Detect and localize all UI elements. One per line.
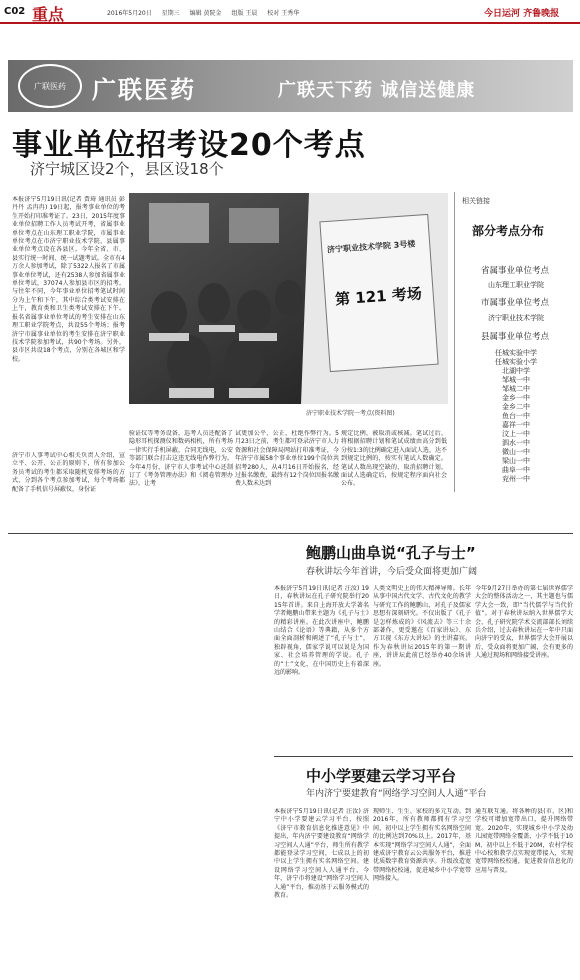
article2-column-2: 人类文明史上的伟大精神导师。长年从事中国古代文学、古代文化的教学与研究工作的鲍鹏山，对孔子及儒家思想有深刻研究。不仅出版了《孔子是怎样炼成的》《风流去》等三十余部著作，更受邀在《百家讲坛》、东方卫视《东方大讲坛》的主讲嘉宾。作为春秋讲坛2015年的第一期讲座，讲讲坛此前已经举办40余场讲座。 bbox=[373, 585, 471, 668]
article3-subheadline: 年内济宁要建教育“网络学习空间人人通”平台 bbox=[306, 789, 487, 799]
sidebar-item: 曲阜一中 bbox=[502, 466, 530, 474]
sidebar-item: 北湖中学 bbox=[502, 367, 530, 375]
ad-logo: 广联医药 bbox=[18, 64, 82, 108]
editor-credit: 编辑 黄院金 bbox=[189, 10, 222, 17]
article1-column-3: 验证仪等考务设备，巡考人员还配备了隐形耳机探测仪和数码相机，所有考场一律实行手机屏蔽，合同无线电，公安等部门联合打击这违无线电作弊行为。今年4月份，济宁市人事考试中心还制订了《考务管理办法》和《阅卷管理办法》，让考 bbox=[129, 430, 233, 488]
sidebar-item: 微山一中 bbox=[502, 448, 530, 456]
sidebar-item: 嘉祥一中 bbox=[502, 421, 530, 429]
ad-title: 广联医药 bbox=[92, 76, 196, 104]
article1-column-5: 规定比例，被取消或核减。笔试过后，将根据招聘计划和笔试成绩由高分到低分按1:3的比例确定进入面试人选，达不到规定比例的，按实有笔试人数确定。笔试人数出现空缺的，取消招聘计划，面试人选确定后，按规定程序面向社会公布。 bbox=[341, 430, 447, 488]
header-meta bbox=[107, 8, 307, 17]
article2-column-3: 今年9月27日举办的第七届世界儒学大会的整体活动之一，其主题也与儒学大会一致，即“当代儒学与当代价值”。对于春秋讲坛纳入世界儒学大会，孔子研究院学术交流部部长刘续兵介绍，过去春秋讲坛在一年中只面向济宁的受众，世界儒学大会开展以后，受众面将更加广阔，会有更多的人通过现场和网络接受讲座。 bbox=[475, 585, 573, 660]
page-number: C02 bbox=[4, 6, 26, 17]
section-title: 重点 bbox=[32, 5, 65, 24]
sidebar-item: 兖州一中 bbox=[502, 475, 530, 483]
article1-column-4: 试更加公平、公正，杜绝作弊行为。5月23日之前，考生都可登录济宁市人力资源和社会保障局网站打印准考证，今年济宁市属58个事业单位199个岗位共招考280人，从4月16日开始报名，经过报名缴费，最终有12个岗位因报名缴费人数未达到 bbox=[235, 430, 339, 488]
section-divider bbox=[274, 756, 573, 757]
sidebar-header: 相关链接 bbox=[462, 197, 490, 205]
sidebar-item: 济宁职业技术学院 bbox=[488, 314, 544, 322]
article2-headline: 鲍鹏山曲阜说“孔子与士” bbox=[306, 544, 476, 562]
sidebar-item: 鱼台一中 bbox=[502, 412, 530, 420]
sidebar-group-heading: 省属事业单位考点 bbox=[480, 266, 549, 276]
sidebar-item: 泗水一中 bbox=[502, 439, 530, 447]
photo-caption: 济宁职业技术学院一考点(资料图) bbox=[306, 410, 395, 417]
article1-column-1: 本报济宁5月19日讯(记者 贾琦 通讯员 彭丹丹 孟冉冉) 19日起，报考事业单位的考生开始打印准考证了。23日，2015年度事业单位招聘工作人员考试开考，省属事业单位考点在山东理工职业学院，市属事业单位考点在市济宁职业技术学院，县属事业单位考点设在各县区。今年全省、市、县实行统一时间、统一试题考试。全市有4万余人参加考试，除了5322人报名了市属事业单位考试，还有2538人参加省属事业单位考试，37074人参加县市区的招考。与往年不同，今年事业单位招考笔试时间分为上午和下午，其中综合类考试安排在上午，教育类和卫生类考试安排在下午。报名省属事业单位考试的考生安排在山东理工职业学院考点，共设55个考场；报考济宁市属事业单位的考生安排在济宁职业技术学院参加考试，共90个考场。另外，县市区共设18个考点，分别在各城区和学校。 bbox=[12, 196, 125, 363]
sidebar-divider bbox=[454, 192, 455, 492]
design-credit: 组版 王晨 bbox=[231, 10, 258, 17]
ad-slogan: 广联天下药 诚信送健康 bbox=[278, 80, 476, 101]
sidebar-item: 邹城一中 bbox=[502, 376, 530, 384]
article1-headline: 事业单位招考设20个考点 bbox=[12, 128, 366, 163]
article3-column-1: 本报济宁5月19日讯(记者 汪汝) 济宁中小学要建云学习平台，按照《济宁市教育信息化推进意见》中提出，年内济宁要建设教育“网络学习空间人人通”平台，师生所有教学都能登录学习空间，七成以上的初中以上学生拥有实名网络空间。建设网络学习空间人人通平台，今年，济宁市将建设“网络学习空间人人通”平台，推动基于云服务模式的教育。 bbox=[274, 808, 369, 900]
sidebar-item: 邹城二中 bbox=[502, 385, 530, 393]
article3-headline: 中小学要建云学习平台 bbox=[306, 767, 457, 785]
left-lower-area bbox=[8, 540, 266, 974]
article2-column-1: 本报济宁5月19日讯(记者 汪汝) 19日，春秋讲坛在孔子研究院举行2015年首讲。来自上海开放大学著名学者鲍鹏山带来主题为《孔子与士》的精彩讲座。在此次讲座中，鲍鹏山结合《论语》等典籍，从多个方面全面剖析和阐述了“孔子与士”，独辟视角，儒家学说可以说是为国家、社会培养管理的学说。孔子的“士”文化，在中国历史上有着深远的影响。 bbox=[274, 585, 369, 677]
sidebar-item: 任城实验中学 bbox=[495, 349, 537, 357]
sidebar-title: 部分考点分布 bbox=[472, 224, 545, 238]
sidebar-item: 山东理工职业学院 bbox=[488, 281, 544, 289]
article3-column-2: 现师生、生生、家校的多元互动。到2016年，所有教师都拥有学习空间，初中以上学生拥有实名网络空间的比例达到70%以上。2017年，基本实现“网络学习空间人人通”，全面建成济宁教育云公共服务平台，推进优质数字教育资源共享。升级改造宽带网络校校通，促进城乡中小学宽带网络接入。 bbox=[373, 808, 471, 883]
sidebar-group-heading: 市属事业单位考点 bbox=[480, 298, 549, 308]
exam-room-card-line1: 济宁职业技术学院 3号楼 bbox=[326, 239, 416, 255]
article2-subheadline: 春秋讲坛今年首讲，今后受众面将更加广阔 bbox=[306, 567, 478, 577]
exam-room-photo bbox=[129, 193, 448, 404]
article1-column-2: 济宁市人事考试中心相关负责人介绍，宣立平、公开、公正的原则下，所有参加公务员考试的考生都采取随机安排考场的方式，分到各个考点参加考试，每个考场都配备了手机信号屏蔽仪，身份证 bbox=[12, 452, 125, 493]
sidebar-item: 金乡一中 bbox=[502, 394, 530, 402]
newspaper-logo: 今日运河 齐鲁晚报 bbox=[484, 9, 560, 19]
sidebar-group-heading: 县属事业单位考点 bbox=[480, 332, 549, 342]
sidebar-item: 金乡二中 bbox=[502, 403, 530, 411]
article3-column-3: 通互联互通。将各种的县(市、区)和学校可增加宽带出口，提升网络带宽。2020年，实现城乡中小学及幼儿园宽带网络全覆盖，小学不低于10M、初中以上不低于20M，农村学校中心校和教学点实现宽带接入，实现宽带网络校校通，促进教育信息化的应用与普及。 bbox=[475, 808, 573, 874]
issue-date: 2016年5月20日 bbox=[107, 10, 152, 17]
sidebar-item: 汶上一中 bbox=[502, 430, 530, 438]
proof-credit: 校对 王秀华 bbox=[267, 10, 300, 17]
section-divider bbox=[8, 533, 573, 534]
sidebar-item: 任城实验小学 bbox=[495, 358, 537, 366]
exam-room-card-number: 第 121 考场 bbox=[334, 284, 423, 309]
article1-subheadline: 济宁城区设2个，县区设18个 bbox=[30, 160, 224, 178]
sidebar-item: 梁山一中 bbox=[502, 457, 530, 465]
weekday: 星期三 bbox=[161, 10, 180, 17]
